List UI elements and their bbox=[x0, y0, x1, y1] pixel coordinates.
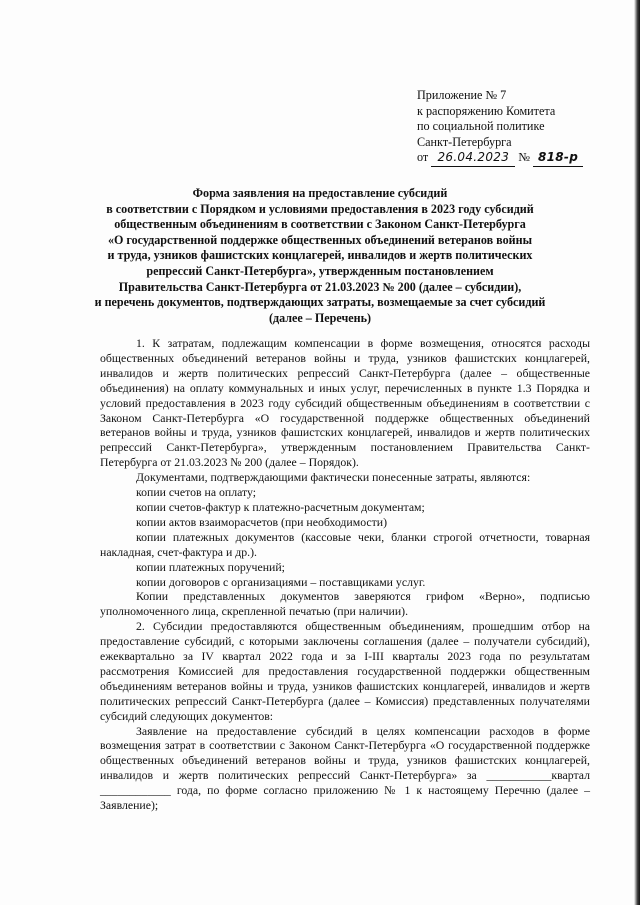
list-item: копии актов взаиморасчетов (при необходимости) bbox=[136, 514, 388, 529]
number-prefix: № bbox=[518, 150, 530, 165]
title-line: в соответствии с Порядком и условиями предоставления в 2023 году субсидий bbox=[106, 201, 534, 216]
title-line: и труда, узников фашистских концлагерей, инвалидов и жертв политических bbox=[107, 248, 533, 263]
list-item: копии платежных документов (кассовые чеки, бланки строгой отчетности, товарная накладная, счет-фактура и др.). bbox=[100, 529, 590, 559]
date-prefix: от bbox=[417, 150, 429, 165]
paragraph-certification: Копии представленных документов заверяются грифом «Верно», подписью уполномоченного лица, скрепленной печатью (при наличии). bbox=[100, 589, 590, 619]
appendix-date-line bbox=[417, 150, 617, 167]
paragraph-subsidies: 2. Субсидии предоставляются общественным объединениям, прошедшим отбор на предоставление субсидий, с которыми заключены соглашения (далее – получатели субсидий), ежеквартально за IV квартал 2022 года и за I-III кварталы 2023 года по результатам рассмотрения Комиссией для предоставления государственной поддержки общественным объединениям ветеранов войны и труда, узников фашистских концлагерей, инвалидов и жертв политических репрессий Санкт-Петербурга (далее – Комиссия) представленных получателями субсидий следующих документов: bbox=[100, 619, 590, 723]
appendix-number: Приложение № 7 bbox=[417, 88, 507, 102]
appendix-order-line: к распоряжению Комитета bbox=[417, 103, 556, 118]
title-line: и перечень документов, подтверждающих затраты, возмещаемые за счет субсидий bbox=[94, 295, 546, 310]
list-item: копии счетов-фактур к платежно-расчетным документам; bbox=[136, 499, 425, 514]
document-body bbox=[100, 336, 590, 813]
appendix-committee-line: по социальной политике bbox=[417, 119, 545, 134]
scan-edge-shadow bbox=[634, 0, 640, 905]
paragraph-documents-intro: Документами, подтверждающими фактически понесенные затраты, являются: bbox=[136, 470, 531, 485]
list-item: копии договоров с организациями – поставщиками услуг. bbox=[136, 574, 426, 589]
title-line: «О государственной поддержке общественных объединений ветеранов войны bbox=[107, 232, 533, 247]
handwritten-date: 26.04.2023 bbox=[431, 150, 515, 167]
appendix-city-line: Санкт-Петербурга bbox=[417, 134, 512, 149]
list-item: копии счетов на оплату; bbox=[136, 485, 257, 500]
handwritten-number: 818-р bbox=[533, 150, 583, 167]
appendix-header bbox=[417, 88, 617, 167]
list-item: копии платежных поручений; bbox=[136, 559, 285, 574]
title-line: Форма заявления на предоставление субсидий bbox=[192, 186, 448, 200]
document-title bbox=[90, 186, 550, 326]
paragraph-application: Заявление на предоставление субсидий в целях компенсации расходов в форме возмещения затрат в соответствии с Законом Санкт-Петербурга «О государственной поддержке общественных объединений ветеранов войны и труда, узников фашистских концлагерей, инвалидов и жертв политических репрессий Санкт-Петербурга» за ___________квартал ____________ года, по форме согласно приложению № 1 к настоящему Перечню (далее – Заявление); bbox=[100, 723, 590, 813]
title-line: (далее – Перечень) bbox=[268, 310, 372, 325]
title-line: общественным объединениям в соответствии с Законом Санкт-Петербурга bbox=[114, 217, 526, 232]
paragraph-costs: 1. К затратам, подлежащим компенсации в форме возмещения, относятся расходы общественных объединений ветеранов войны и труда, узников фашистских концлагерей, инвалидов и жертв политических репрессий Санкт-Петербурга (далее – общественные объединения) на оплату коммунальных и иных услуг, перечисленных в пункте 1.3 Порядка и условий предоставления в 2023 году субсидий общественным объединениям в соответствии с Законом Санкт-Петербурга «О государственной поддержке общественных объединений ветеранов войны и труда, узников фашистских концлагерей, инвалидов и жертв политических репрессий Санкт-Петербурга», утвержденным постановлением Правительства Санкт-Петербурга от 21.03.2023 № 200 (далее – Порядок). bbox=[100, 336, 590, 470]
title-line: репрессий Санкт-Петербурга», утвержденным постановлением bbox=[146, 263, 494, 278]
title-line: Правительства Санкт-Петербурга от 21.03.2023 № 200 (далее – субсидии), bbox=[118, 279, 522, 294]
